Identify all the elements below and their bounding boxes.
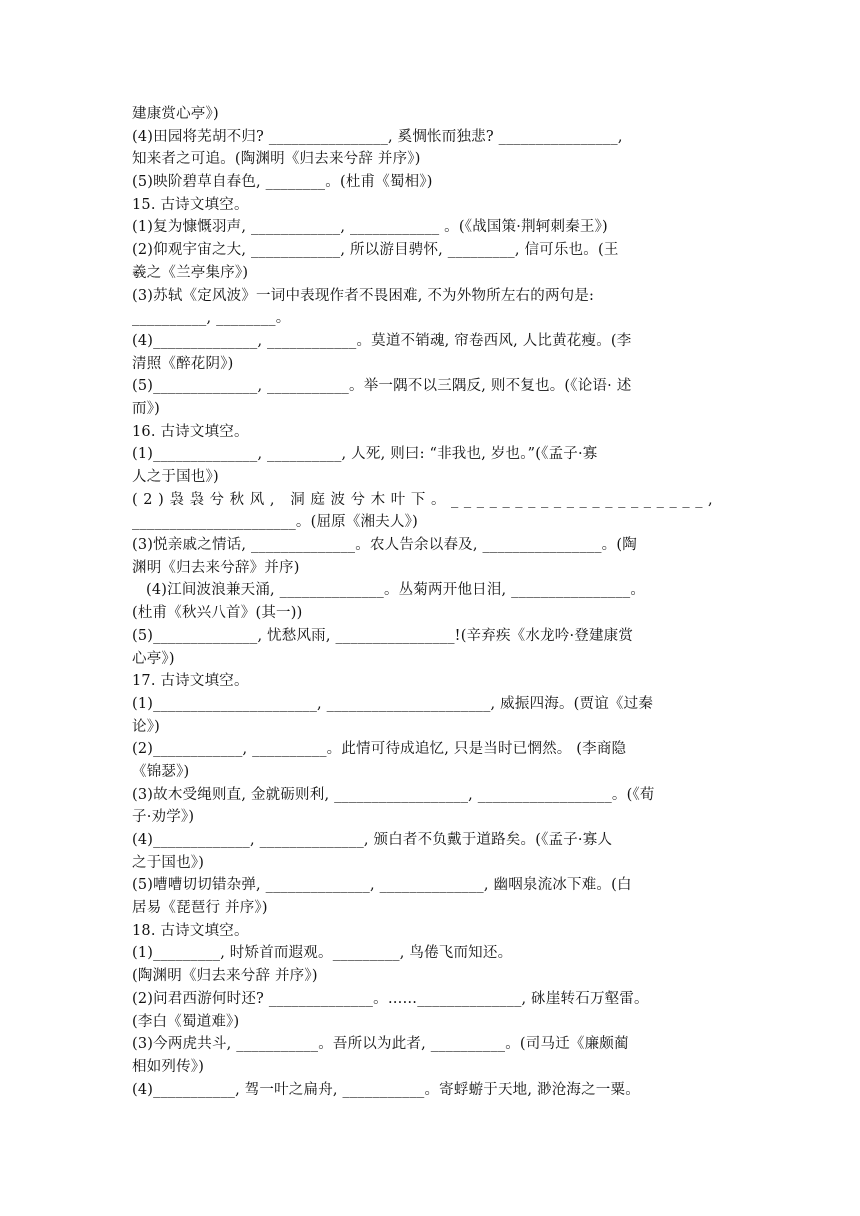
text-line: 《锦瑟》): [132, 763, 190, 780]
text-line: ______________________。(屈原《湘夫人》): [132, 514, 418, 531]
text-line: (4)______________, ____________。莫道不销魂, 帘卷西风, 人比黄花瘦。(李: [132, 332, 632, 349]
text-line: 相如列传》): [132, 1058, 205, 1075]
text-line: (3)苏轼《定风波》一词中表现作者不畏困难, 不为外物所左右的两句是:: [132, 287, 595, 304]
text-line: (5)映阶碧草自春色, ________。(杜甫《蜀相》): [132, 174, 433, 191]
question-heading: 15. 古诗文填空。: [132, 196, 249, 213]
text-line: (5)嘈嘈切切错杂弹, ______________, ______________, 幽咽泉流冰下难。(白: [132, 877, 632, 894]
text-line: (3)悦亲戚之情话, ______________。农人告余以春及, ________________。(陶: [132, 537, 637, 554]
text-line: (2)问君西游何时还? ______________。……______________, 砯崖转石万壑雷。: [132, 990, 649, 1007]
text-line: (杜甫《秋兴八首》(其一)): [132, 605, 303, 622]
text-line: 渊明《归去来兮辞》并序): [132, 559, 300, 576]
text-line: 论》): [132, 718, 161, 735]
question-heading: 16. 古诗文填空。: [132, 423, 249, 440]
text-line: (2)仰观宇宙之大, ____________, 所以游目骋怀, _________, 信可乐也。(王: [132, 242, 619, 259]
text-line: (1)_________, 时矫首而遐观。_________, 鸟倦飞而知还。: [132, 945, 513, 962]
text-line: (4)田园将芜胡不归? ________________, 奚惆怅而独悲? ________________,: [132, 128, 623, 145]
text-line: (李白《蜀道难》): [132, 1013, 240, 1030]
text-line: (3)今两虎共斗, ___________。吾所以为此者, __________。(司马迁《廉颇蔺: [132, 1036, 629, 1053]
text-line: 知来者之可追。(陶渊明《归去来兮辞 并序》): [132, 151, 421, 168]
text-line: __________, ________。: [132, 310, 291, 327]
text-line: 建康赏心亭》): [132, 106, 219, 122]
text-line: 羲之《兰亭集序》): [132, 264, 249, 281]
text-line: (4)___________, 驾一叶之扁舟, ___________。寄蜉蝣于天地, 渺沧海之一粟。: [132, 1081, 640, 1098]
text-line: (3)故木受绳则直, 金就砺则利, __________________, __________________。(《荀: [132, 786, 655, 803]
text-line: (2)____________, __________。此情可待成追忆, 只是当时已惘然。 (李商隐: [132, 741, 627, 758]
text-line: (1)复为慷慨羽声, ____________, ____________ 。(《战国策·荆轲刺秦王》): [132, 219, 608, 236]
question-heading: 18. 古诗文填空。: [132, 922, 249, 939]
text-line: (1)______________, __________, 人死, 则曰: “非我也, 岁也。”(《孟子·寡: [132, 446, 598, 463]
text-line: 清照《醉花阴》): [132, 355, 234, 372]
text-line: 之于国也》): [132, 854, 205, 871]
text-line: (2)袅袅兮秋风, 洞庭波兮木叶下。____________________,: [132, 491, 719, 508]
text-line: (陶渊明《归去来兮辞 并序》): [132, 968, 318, 985]
text-line: (4)_____________, ______________, 颁白者不负戴于道路矣。(《孟子·寡人: [132, 832, 613, 848]
text-line: (1)______________________, ______________________, 威振四海。(贾谊《过秦: [132, 695, 654, 712]
document-page: [132, 103, 732, 1101]
text-line: 心亭》): [132, 650, 175, 667]
text-line: (5)______________, 忧愁风雨, ________________!(辛弃疾《水龙吟·登建康赏: [132, 627, 634, 644]
text-line: 而》): [132, 400, 161, 417]
text-line: (5)______________, ___________。举一隅不以三隅反, 则不复也。(《论语· 述: [132, 378, 632, 395]
text-line: 人之于国也》): [132, 469, 219, 485]
text-line: (4)江间波浪兼天涌, ______________。丛菊两开他日泪, ________________。: [146, 582, 646, 599]
text-line: 居易《琵琶行 并序》): [132, 900, 268, 917]
text-line: 子·劝学》): [132, 809, 195, 826]
question-heading: 17. 古诗文填空。: [132, 673, 249, 690]
